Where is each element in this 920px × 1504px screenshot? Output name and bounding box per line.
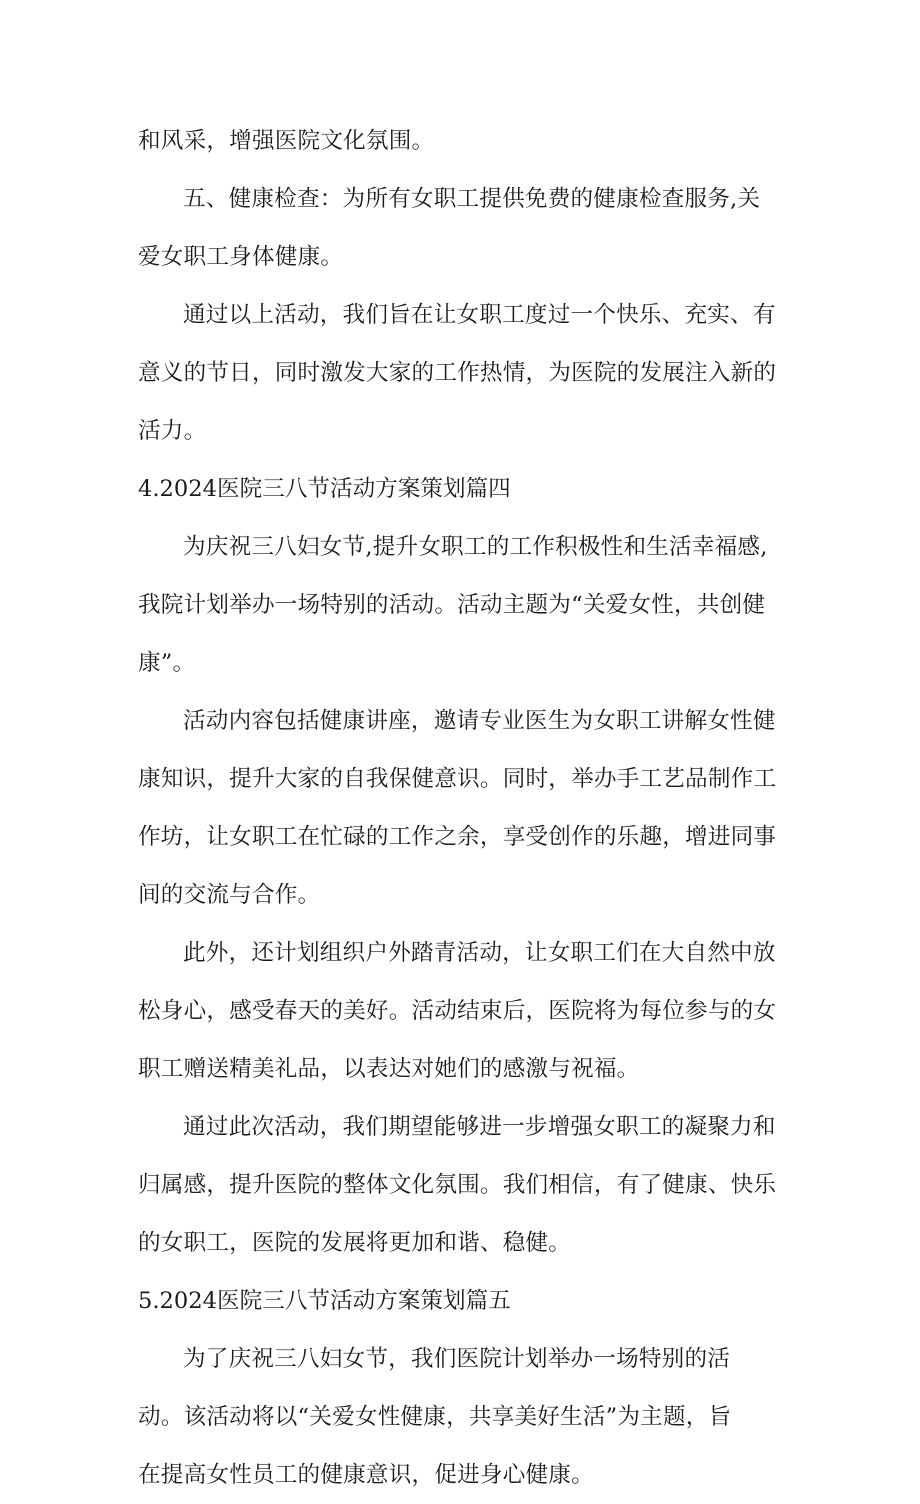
text-line: 为庆祝三八妇女节,提升女职工的工作积极性和生活幸福感, bbox=[183, 534, 768, 560]
text-line: 此外，还计划组织户外踏青活动，让女职工们在大自然中放 bbox=[183, 940, 776, 966]
text-line: 活动内容包括健康讲座，邀请专业医生为女职工讲解女性健 bbox=[183, 708, 776, 734]
paragraph-summary bbox=[138, 286, 784, 460]
text-line: 作坊，让女职工在忙碌的工作之余，享受创作的乐趣，增进同事 bbox=[138, 824, 777, 850]
text-line: 意义的节日，同时激发大家的工作热情，为医院的发展注入新的 bbox=[138, 360, 777, 386]
text-line: 活力。 bbox=[138, 418, 207, 444]
paragraph-health-check bbox=[138, 170, 784, 286]
paragraph-activities-4 bbox=[138, 692, 784, 924]
heading-text: 5.2024医院三八节活动方案策划篇五 bbox=[138, 1288, 511, 1314]
paragraph-intro-5 bbox=[138, 1330, 784, 1504]
text-line: 职工赠送精美礼品，以表达对她们的感激与祝福。 bbox=[138, 1056, 640, 1082]
text-line: 康”。 bbox=[138, 650, 196, 676]
text-line: 和风采，增强医院文化氛围。 bbox=[138, 128, 435, 154]
text-line: 在提高女性员工的健康意识，促进身心健康。 bbox=[138, 1462, 594, 1488]
text-line: 康知识，提升大家的自我保健意识。同时，举办手工艺品制作工 bbox=[138, 766, 777, 792]
paragraph-outing-4 bbox=[138, 924, 784, 1098]
paragraph-conclusion-4 bbox=[138, 1098, 784, 1272]
paragraph-intro-4 bbox=[138, 518, 784, 692]
section-heading-4 bbox=[138, 460, 784, 518]
text-line: 五、健康检查：为所有女职工提供免费的健康检查服务,关 bbox=[183, 186, 761, 212]
text-line: 的女职工，医院的发展将更加和谐、稳健。 bbox=[138, 1230, 572, 1256]
text-line: 为了庆祝三八妇女节，我们医院计划举办一场特别的活 bbox=[183, 1346, 731, 1372]
document-page bbox=[138, 112, 784, 1504]
text-line: 通过此次活动，我们期望能够进一步增强女职工的凝聚力和 bbox=[183, 1114, 776, 1140]
text-line: 我院计划举办一场特别的活动。活动主题为“关爱女性，共创健 bbox=[138, 592, 766, 618]
text-line: 归属感，提升医院的整体文化氛围。我们相信，有了健康、快乐 bbox=[138, 1172, 777, 1198]
text-line: 松身心，感受春天的美好。活动结束后，医院将为每位参与的女 bbox=[138, 998, 777, 1024]
text-line: 通过以上活动，我们旨在让女职工度过一个快乐、充实、有 bbox=[183, 302, 776, 328]
text-line: 间的交流与合作。 bbox=[138, 882, 321, 908]
section-heading-5 bbox=[138, 1272, 784, 1330]
heading-text: 4.2024医院三八节活动方案策划篇四 bbox=[138, 476, 511, 502]
text-line: 爱女职工身体健康。 bbox=[138, 244, 344, 270]
text-line: 动。该活动将以“关爱女性健康，共享美好生活”为主题，旨 bbox=[138, 1404, 732, 1430]
paragraph-continuation bbox=[138, 112, 784, 170]
